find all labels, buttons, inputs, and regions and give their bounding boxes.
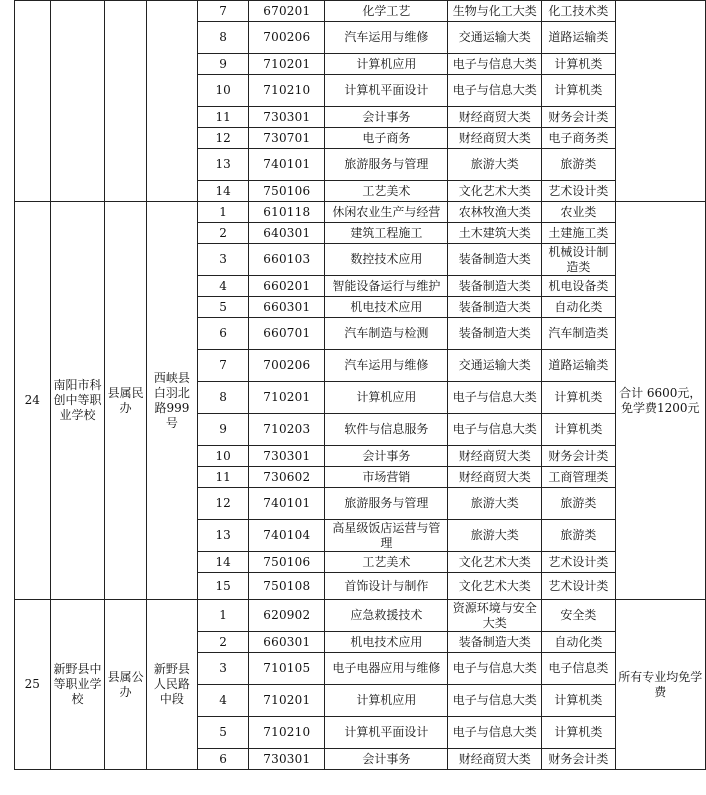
major-code: 710201	[249, 685, 325, 717]
major-name: 市场营销	[325, 467, 448, 488]
major-seq: 6	[198, 749, 249, 770]
table-row	[15, 1, 706, 22]
major-subcategory: 财务会计类	[542, 446, 615, 467]
major-code: 750108	[249, 573, 325, 600]
major-seq: 8	[198, 382, 249, 414]
major-seq: 15	[198, 573, 249, 600]
major-name: 计算机平面设计	[325, 717, 448, 749]
tuition-fee	[615, 1, 705, 202]
major-seq: 7	[198, 1, 249, 22]
major-code: 670201	[249, 1, 325, 22]
major-name: 首饰设计与制作	[325, 573, 448, 600]
major-category: 电子与信息大类	[448, 717, 542, 749]
major-category: 电子与信息大类	[448, 653, 542, 685]
major-category: 装备制造大类	[448, 297, 542, 318]
major-category: 电子与信息大类	[448, 414, 542, 446]
major-seq: 4	[198, 276, 249, 297]
major-category: 文化艺术大类	[448, 573, 542, 600]
major-name: 计算机应用	[325, 54, 448, 75]
school-name: 南阳市科创中等职业学校	[50, 202, 105, 600]
major-name: 工艺美术	[325, 181, 448, 202]
major-category: 文化艺术大类	[448, 181, 542, 202]
major-subcategory: 旅游类	[542, 488, 615, 520]
major-name: 电子商务	[325, 128, 448, 149]
major-seq: 1	[198, 600, 249, 632]
major-name: 高星级饭店运营与管理	[325, 520, 448, 552]
major-subcategory: 财务会计类	[542, 107, 615, 128]
major-subcategory: 艺术设计类	[542, 552, 615, 573]
major-name: 建筑工程施工	[325, 223, 448, 244]
major-subcategory: 自动化类	[542, 297, 615, 318]
major-seq: 13	[198, 520, 249, 552]
major-category: 财经商贸大类	[448, 446, 542, 467]
major-name: 机电技术应用	[325, 297, 448, 318]
major-name: 数控技术应用	[325, 244, 448, 276]
major-name: 汽车运用与维修	[325, 350, 448, 382]
major-code: 700206	[249, 22, 325, 54]
school-type: 县属民办	[105, 202, 146, 600]
major-code: 710210	[249, 75, 325, 107]
major-category: 土木建筑大类	[448, 223, 542, 244]
major-code: 750106	[249, 552, 325, 573]
enrollment-table	[14, 0, 706, 770]
major-subcategory: 旅游类	[542, 149, 615, 181]
major-seq: 11	[198, 107, 249, 128]
major-subcategory: 艺术设计类	[542, 181, 615, 202]
major-seq: 12	[198, 488, 249, 520]
school-number: 24	[15, 202, 51, 600]
major-name: 机电技术应用	[325, 632, 448, 653]
major-name: 汽车运用与维修	[325, 22, 448, 54]
major-subcategory: 计算机类	[542, 75, 615, 107]
major-name: 计算机应用	[325, 685, 448, 717]
major-seq: 12	[198, 128, 249, 149]
major-category: 电子与信息大类	[448, 685, 542, 717]
major-code: 660201	[249, 276, 325, 297]
major-code: 610118	[249, 202, 325, 223]
major-category: 电子与信息大类	[448, 54, 542, 75]
school-number: 25	[15, 600, 51, 770]
major-seq: 13	[198, 149, 249, 181]
major-code: 710201	[249, 54, 325, 75]
major-name: 会计事务	[325, 749, 448, 770]
tuition-fee: 所有专业均免学费	[615, 600, 705, 770]
major-name: 软件与信息服务	[325, 414, 448, 446]
major-seq: 9	[198, 54, 249, 75]
major-seq: 9	[198, 414, 249, 446]
major-category: 旅游大类	[448, 488, 542, 520]
major-seq: 7	[198, 350, 249, 382]
major-category: 电子与信息大类	[448, 382, 542, 414]
major-seq: 3	[198, 244, 249, 276]
major-subcategory: 计算机类	[542, 685, 615, 717]
major-name: 智能设备运行与维护	[325, 276, 448, 297]
major-name: 汽车制造与检测	[325, 318, 448, 350]
major-seq: 1	[198, 202, 249, 223]
major-category: 财经商贸大类	[448, 467, 542, 488]
major-code: 730301	[249, 749, 325, 770]
major-subcategory: 化工技术类	[542, 1, 615, 22]
school-name	[50, 1, 105, 202]
major-code: 740101	[249, 488, 325, 520]
major-category: 财经商贸大类	[448, 749, 542, 770]
major-code: 730602	[249, 467, 325, 488]
major-name: 计算机应用	[325, 382, 448, 414]
major-seq: 5	[198, 297, 249, 318]
major-category: 装备制造大类	[448, 276, 542, 297]
major-code: 730301	[249, 107, 325, 128]
major-category: 交通运输大类	[448, 350, 542, 382]
major-subcategory: 道路运输类	[542, 22, 615, 54]
major-seq: 2	[198, 223, 249, 244]
major-seq: 8	[198, 22, 249, 54]
major-subcategory: 自动化类	[542, 632, 615, 653]
major-subcategory: 机械设计制造类	[542, 244, 615, 276]
major-subcategory: 机电设备类	[542, 276, 615, 297]
major-category: 电子与信息大类	[448, 75, 542, 107]
major-subcategory: 计算机类	[542, 414, 615, 446]
school-address: 西峡县白羽北路999号	[146, 202, 197, 600]
school-address: 新野县人民路中段	[146, 600, 197, 770]
major-name: 计算机平面设计	[325, 75, 448, 107]
major-name: 旅游服务与管理	[325, 149, 448, 181]
major-category: 财经商贸大类	[448, 107, 542, 128]
major-code: 710203	[249, 414, 325, 446]
major-seq: 3	[198, 653, 249, 685]
major-name: 化学工艺	[325, 1, 448, 22]
major-code: 730701	[249, 128, 325, 149]
tuition-fee: 合计 6600元，免学费1200元	[615, 202, 705, 600]
major-category: 交通运输大类	[448, 22, 542, 54]
major-category: 财经商贸大类	[448, 128, 542, 149]
major-name: 电子电器应用与维修	[325, 653, 448, 685]
major-seq: 10	[198, 75, 249, 107]
major-name: 工艺美术	[325, 552, 448, 573]
major-code: 660103	[249, 244, 325, 276]
major-code: 740101	[249, 149, 325, 181]
school-name: 新野县中等职业学校	[50, 600, 105, 770]
major-seq: 11	[198, 467, 249, 488]
major-code: 660301	[249, 297, 325, 318]
major-category: 资源环境与安全大类	[448, 600, 542, 632]
table-row	[15, 600, 706, 632]
major-code: 710105	[249, 653, 325, 685]
major-code: 740104	[249, 520, 325, 552]
major-name: 会计事务	[325, 107, 448, 128]
major-category: 旅游大类	[448, 149, 542, 181]
school-address	[146, 1, 197, 202]
major-name: 应急救援技术	[325, 600, 448, 632]
major-subcategory: 工商管理类	[542, 467, 615, 488]
major-category: 旅游大类	[448, 520, 542, 552]
major-subcategory: 电子商务类	[542, 128, 615, 149]
major-category: 装备制造大类	[448, 632, 542, 653]
major-seq: 6	[198, 318, 249, 350]
major-subcategory: 财务会计类	[542, 749, 615, 770]
school-number	[15, 1, 51, 202]
major-subcategory: 计算机类	[542, 54, 615, 75]
major-code: 660701	[249, 318, 325, 350]
major-subcategory: 艺术设计类	[542, 573, 615, 600]
major-seq: 10	[198, 446, 249, 467]
major-subcategory: 电子信息类	[542, 653, 615, 685]
major-category: 文化艺术大类	[448, 552, 542, 573]
major-code: 710210	[249, 717, 325, 749]
major-name: 会计事务	[325, 446, 448, 467]
major-code: 660301	[249, 632, 325, 653]
major-seq: 14	[198, 552, 249, 573]
major-seq: 14	[198, 181, 249, 202]
major-name: 休闲农业生产与经营	[325, 202, 448, 223]
major-subcategory: 汽车制造类	[542, 318, 615, 350]
school-type: 县属公办	[105, 600, 146, 770]
major-seq: 4	[198, 685, 249, 717]
major-name: 旅游服务与管理	[325, 488, 448, 520]
major-code: 640301	[249, 223, 325, 244]
major-seq: 5	[198, 717, 249, 749]
major-subcategory: 计算机类	[542, 382, 615, 414]
major-code: 750106	[249, 181, 325, 202]
major-seq: 2	[198, 632, 249, 653]
major-code: 700206	[249, 350, 325, 382]
major-subcategory: 土建施工类	[542, 223, 615, 244]
major-code: 620902	[249, 600, 325, 632]
major-subcategory: 道路运输类	[542, 350, 615, 382]
school-type	[105, 1, 146, 202]
major-subcategory: 安全类	[542, 600, 615, 632]
major-code: 710201	[249, 382, 325, 414]
major-subcategory: 计算机类	[542, 717, 615, 749]
major-subcategory: 农业类	[542, 202, 615, 223]
major-code: 730301	[249, 446, 325, 467]
major-category: 生物与化工大类	[448, 1, 542, 22]
major-subcategory: 旅游类	[542, 520, 615, 552]
major-category: 农林牧渔大类	[448, 202, 542, 223]
major-category: 装备制造大类	[448, 318, 542, 350]
table-row	[15, 202, 706, 223]
major-category: 装备制造大类	[448, 244, 542, 276]
